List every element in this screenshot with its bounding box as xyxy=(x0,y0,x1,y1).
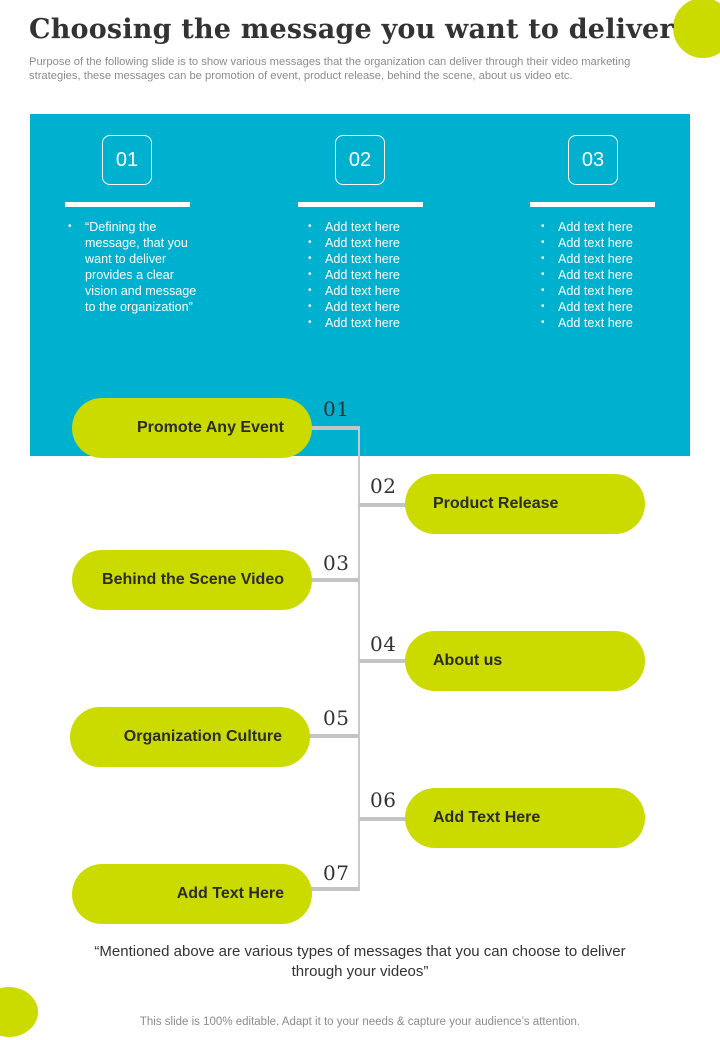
column-rule xyxy=(298,202,423,207)
footer-note: This slide is 100% editable. Adapt it to your needs & capture your audience’s attention. xyxy=(139,1016,581,1028)
step-number-07: 07 xyxy=(323,861,350,885)
connector-04 xyxy=(359,659,409,663)
list-item: • “Defining the message, that you want to deliver provides a clear vision and message to the organization” xyxy=(65,219,205,315)
column-number-box: 03 xyxy=(568,135,618,185)
column-bullets xyxy=(305,219,400,331)
list-item: • Add text here xyxy=(305,267,400,283)
list-item: • Add text here xyxy=(538,219,633,235)
column-number-box: 01 xyxy=(102,135,152,185)
connector-02 xyxy=(359,503,409,507)
column-rule xyxy=(530,202,655,207)
step-pill-organization-culture: Organization Culture xyxy=(70,707,310,767)
list-item: • Add text here xyxy=(305,251,400,267)
list-item: • Add text here xyxy=(538,299,633,315)
connector-01 xyxy=(310,426,359,430)
page-subtitle: Purpose of the following slide is to show various messages that the organization can deliver through their video marketing strategies, these messages can be promotion of event, product release, behind the scene, about us video etc. xyxy=(29,56,631,82)
page-title: Choosing the message you want to deliver xyxy=(29,14,674,45)
step-pill-add-text-06: Add Text Here xyxy=(405,788,645,848)
step-pill-behind-the-scene-video: Behind the Scene Video xyxy=(72,550,312,610)
step-pill-product-release: Product Release xyxy=(405,474,645,534)
list-item: • Add text here xyxy=(538,283,633,299)
step-number-02: 02 xyxy=(370,474,397,498)
list-item: • Add text here xyxy=(305,235,400,251)
step-number-05: 05 xyxy=(323,706,350,730)
decorative-circle-top-right xyxy=(673,0,720,58)
step-pill-promote-any-event: Promote Any Event xyxy=(72,398,312,458)
connector-05 xyxy=(308,734,359,738)
step-number-04: 04 xyxy=(370,632,397,656)
step-number-01: 01 xyxy=(323,397,350,421)
list-item: • Add text here xyxy=(305,299,400,315)
step-pill-add-text-07: Add Text Here xyxy=(72,864,312,924)
connector-07 xyxy=(310,887,359,891)
step-pill-about-us: About us xyxy=(405,631,645,691)
connector-06 xyxy=(359,817,409,821)
list-item: • Add text here xyxy=(538,267,633,283)
list-item: • Add text here xyxy=(305,219,400,235)
step-number-03: 03 xyxy=(323,551,350,575)
closing-quote: “Mentioned above are various types of messages that you can choose to deliver through your videos” xyxy=(94,943,626,980)
list-item: • Add text here xyxy=(538,251,633,267)
column-number-box: 02 xyxy=(335,135,385,185)
list-item: • Add text here xyxy=(305,315,400,331)
column-bullets xyxy=(65,219,205,315)
list-item: • Add text here xyxy=(538,315,633,331)
list-item: • Add text here xyxy=(538,235,633,251)
connector-03 xyxy=(310,578,359,582)
list-item: • Add text here xyxy=(305,283,400,299)
column-rule xyxy=(65,202,190,207)
step-number-06: 06 xyxy=(370,788,397,812)
decorative-circle-bottom-left xyxy=(0,987,38,1037)
column-bullets xyxy=(538,219,633,331)
